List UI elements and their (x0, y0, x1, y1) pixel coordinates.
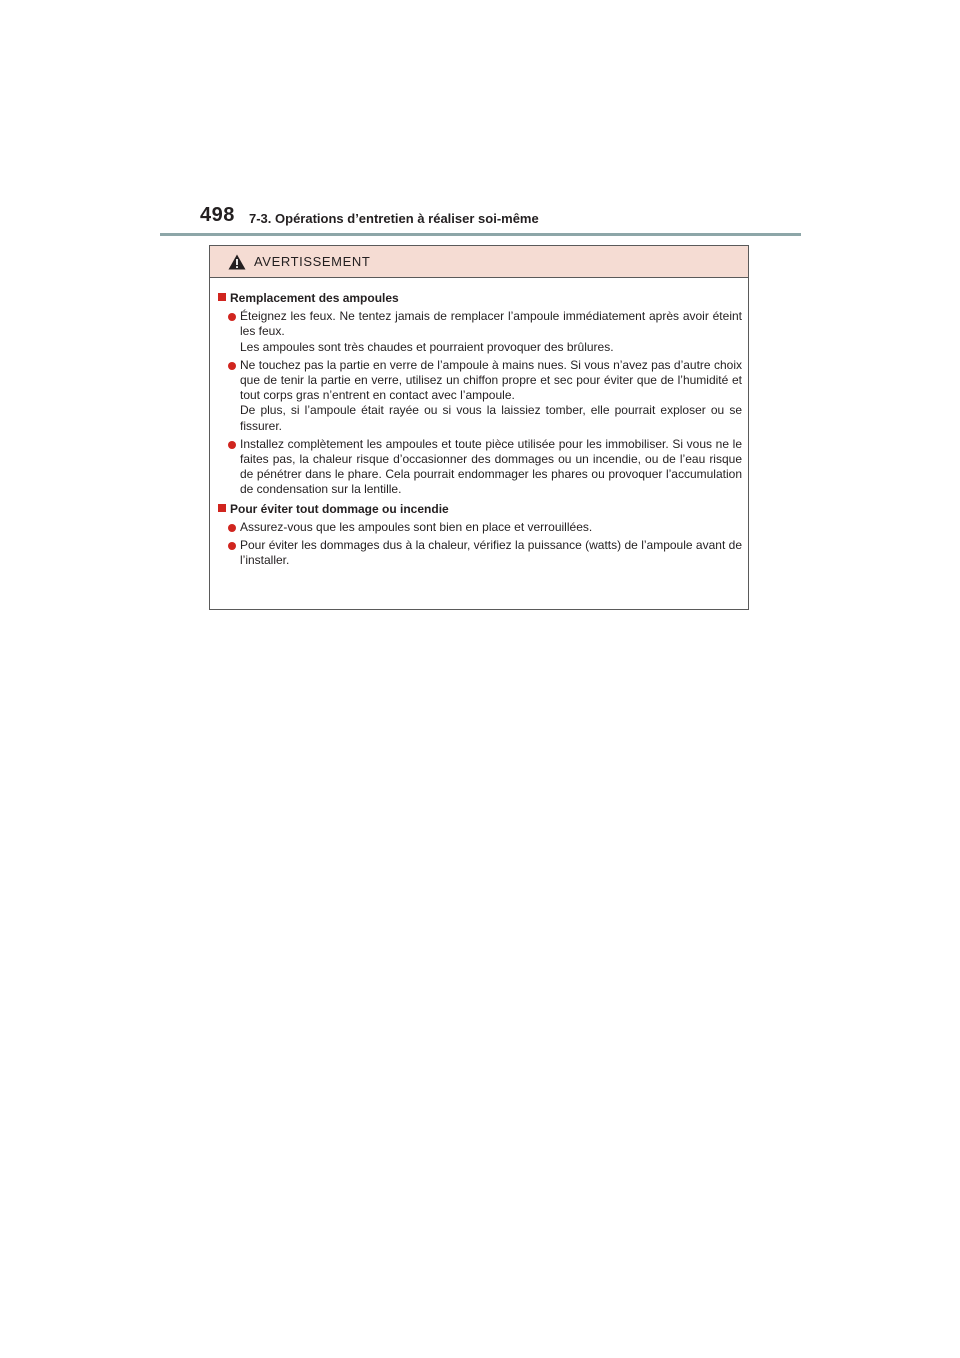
paragraph: Éteignez les feux. Ne tentez jamais de remplacer l’ampoule immédiatement après avoir éteint les feux. (240, 309, 742, 339)
paragraph: Pour éviter les dommages dus à la chaleur, vérifiez la puissance (watts) de l’ampoule avant de l’installer. (240, 538, 742, 568)
list-item (228, 358, 742, 434)
warning-section (218, 291, 742, 498)
list-item (228, 538, 742, 568)
header-rule (160, 233, 801, 236)
section-heading-text: Remplacement des ampoules (230, 291, 399, 305)
list-item (228, 309, 742, 355)
list-item (228, 437, 742, 498)
red-circle-bullet-icon (228, 362, 236, 370)
list-item-text (240, 437, 742, 498)
paragraph: Les ampoules sont très chaudes et pourraient provoquer des brûlures. (240, 339, 614, 354)
list-item-text (240, 358, 742, 434)
list-item (228, 520, 742, 535)
page-number: 498 (200, 204, 235, 226)
warning-section (218, 502, 742, 569)
list-item-text (240, 538, 742, 568)
list-item-text (240, 520, 592, 535)
list-item-text (240, 309, 742, 355)
paragraph: Installez complètement les ampoules et toute pièce utilisée pour les immobiliser. Si vous ne le faites pas, la chaleur risque d’occasionner des dommages ou un incendie, ou de l’eau risque de pénétrer dans le phare. Cela pourrait endommager les phares ou provoquer l’accumulation de condensation sur la lentille. (240, 436, 742, 497)
red-circle-bullet-icon (228, 542, 236, 550)
warning-title: AVERTISSEMENT (254, 254, 371, 269)
section-heading (218, 291, 742, 306)
paragraph: De plus, si l’ampoule était rayée ou si vous la laissiez tomber, elle pourrait exploser ou se fissurer. (240, 403, 742, 433)
paragraph: Assurez-vous que les ampoules sont bien en place et verrouillées. (240, 519, 593, 534)
section-heading (218, 502, 742, 517)
red-circle-bullet-icon (228, 524, 236, 532)
section-title: 7-3. Opérations d’entretien à réaliser soi-même (249, 211, 539, 226)
paragraph: Ne touchez pas la partie en verre de l’ampoule à mains nues. Si vous n’avez pas d’autre choix que de tenir la partie en verre, utilisez un chiffon propre et sec pour éviter que de l’humidité et tout corps gras n’entrent en contact avec l’ampoule. (240, 357, 742, 403)
section-heading-text: Pour éviter tout dommage ou incendie (230, 501, 449, 516)
red-square-bullet-icon (218, 293, 226, 301)
red-circle-bullet-icon (228, 313, 236, 321)
warning-body (210, 278, 748, 568)
red-square-bullet-icon (218, 504, 226, 512)
warning-triangle-icon (228, 254, 246, 270)
warning-box (209, 245, 749, 610)
warning-header (210, 246, 748, 278)
red-circle-bullet-icon (228, 441, 236, 449)
